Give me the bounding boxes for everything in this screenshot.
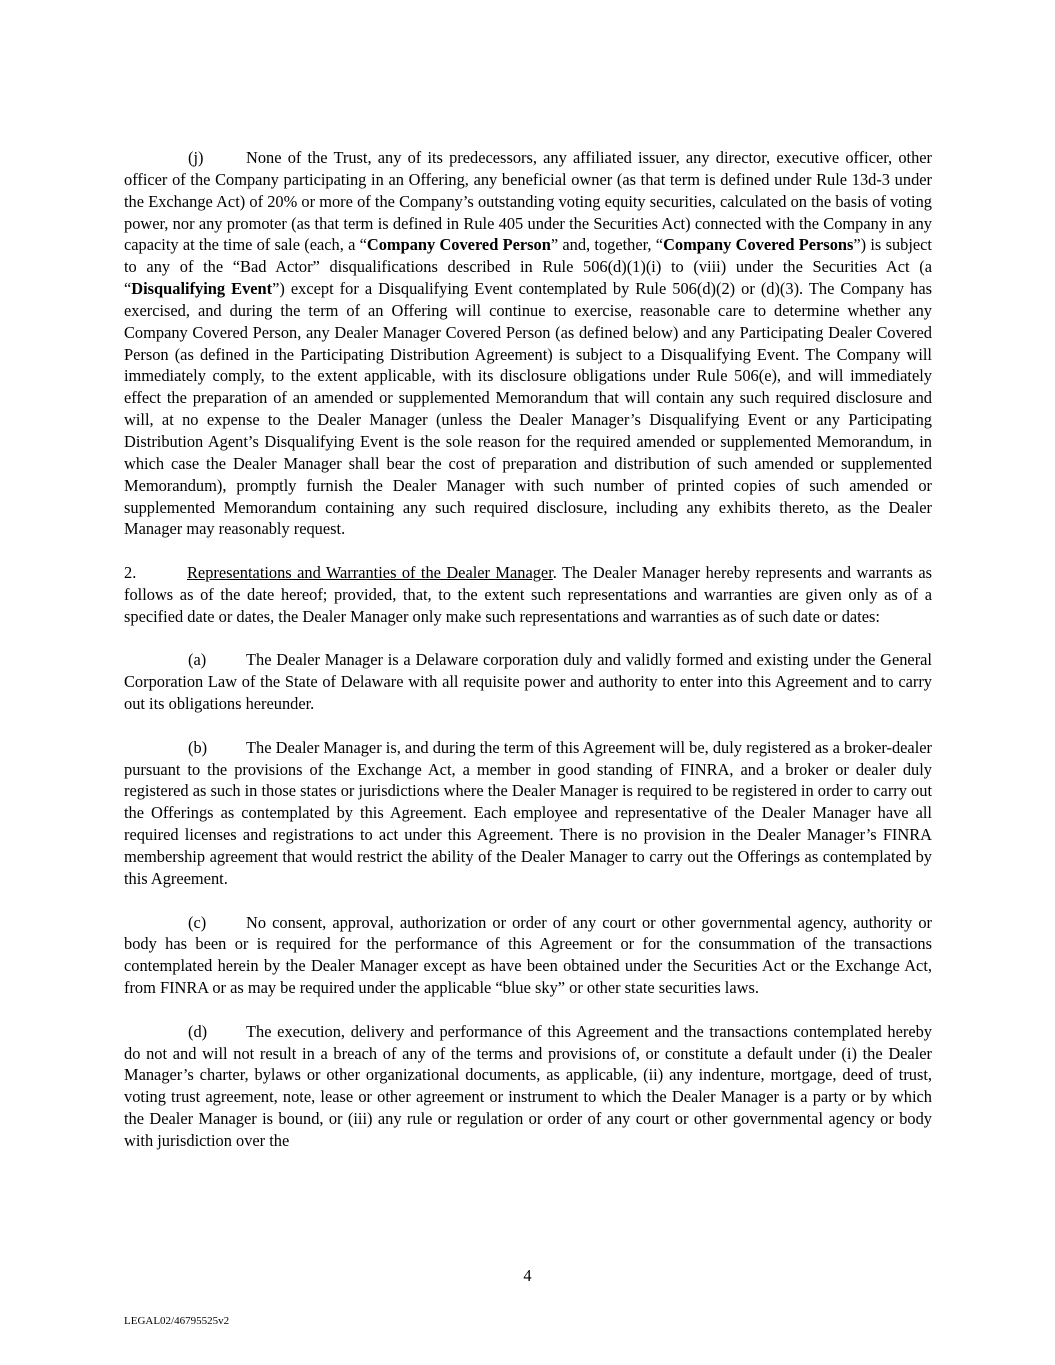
- document-body: [124, 147, 932, 1174]
- paragraph-number: (a): [188, 650, 207, 670]
- paragraph-c: [124, 912, 932, 999]
- paragraph-text: ”) except for a Disqualifying Event contemplated by Rule 506(d)(2) or (d)(3). The Company has exercised, and during the term of an Offering will continue to exercise, reasonable care to determine whether any Company Covered Person, any Dealer Manager Covered Person (as defined below) and any Participating Dealer Covered Person (as defined in the Participating Distribution Agreement) is subject to a Disqualifying Event. The Company will immediately comply, to the extent applicable, with its disclosure obligations under Rule 506(e), and will immediately effect the preparation of an amended or supplemented Memorandum that will contain any such required disclosure and will, at no expense to the Dealer Manager (unless the Dealer Manager’s Disqualifying Event or any Participating Distribution Agent’s Disqualifying Event is the sole reason for the required amended or supplemented Memorandum, in which case the Dealer Manager shall bear the cost of preparation and distribution of such amended or supplemented Memorandum), promptly furnish the Dealer Manager with such number of printed copies of such amended or supplemented Memorandum containing any such required disclosure, including any exhibits thereto, as the Dealer Manager may reasonably request.: [124, 279, 933, 539]
- paragraph-number: (b): [188, 737, 208, 757]
- section-heading: Representations and Warranties of the Dealer Manager: [187, 563, 553, 583]
- paragraph-j: [124, 147, 932, 540]
- paragraph-d: [124, 1021, 932, 1152]
- paragraph-text: . The Dealer Manager hereby represents and warrants as follows as of the date hereof; provided, that, to the extent such representations and warranties are given only as of a specified date or dates, the Dealer Manager only make such representations and warranties as of such date or dates:: [124, 563, 932, 626]
- paragraph-number: (d): [188, 1021, 208, 1041]
- section-2: [124, 562, 932, 628]
- paragraph-number: (c): [188, 912, 207, 932]
- paragraph-a: [124, 649, 932, 715]
- paragraph-number: (j): [188, 148, 204, 167]
- paragraph-text: ” and, together, “: [550, 235, 664, 255]
- paragraph-text: The Dealer Manager is a Delaware corporation duly and validly formed and existing under the General Corporation Law of the State of Delaware with all requisite power and authority to enter into this Agreement and to carry out its obligations hereunder.: [124, 650, 932, 714]
- paragraph-text: The execution, delivery and performance of this Agreement and the transactions contemplated hereby do not and will not result in a breach of any of the terms and provisions of, or constitute a default under (i) the Dealer Manager’s charter, bylaws or other organizational documents, as applicable, (ii) any indenture, mortgage, deed of trust, voting trust agreement, note, lease or other agreement or instrument to which the Dealer Manager is a party or by which the Dealer Manager is bound, or (iii) any rule or regulation or order of any court or other governmental agency or body with jurisdiction over the: [124, 1021, 932, 1150]
- paragraph-text: The Dealer Manager is, and during the term of this Agreement will be, duly registered as a broker-dealer pursuant to the provisions of the Exchange Act, a member in good standing of FINRA, and a broker or dealer duly registered as such in those states or jurisdictions where the Dealer Manager is required to be registered in order to carry out the Offerings as contemplated by this Agreement. Each employee and representative of the Dealer Manager have all required licenses and registrations to act under this Agreement. There is no provision in the Dealer Manager’s FINRA membership agreement that would restrict the ability of the Dealer Manager to carry out the Offerings as contemplated by this Agreement.: [124, 737, 932, 888]
- paragraph-text: ”) is subject to any of the “Bad Actor” disqualifications described in Rule 506(d)(1)(i) to (viii) under the Securities Act (a “: [124, 235, 932, 299]
- paragraph-text: None of the Trust, any of its predecessors, any affiliated issuer, any director, executive officer, other officer of the Company participating in an Offering, any beneficial owner (as that term is defined under Rule 13d-3 under the Exchange Act) of 20% or more of the Company’s outstanding voting equity securities, calculated on the basis of voting power, nor any promoter (as that term is defined in Rule 405 under the Securities Act) connected with the Company in any capacity at the time of sale (each, a “: [124, 148, 932, 255]
- defined-term: Disqualifying Event: [131, 279, 273, 299]
- defined-term: Company Covered Person: [366, 235, 551, 255]
- section-number: 2.: [124, 563, 137, 583]
- page-number: 4: [523, 1266, 532, 1285]
- paragraph-b: [124, 737, 932, 890]
- defined-term: Company Covered Persons: [663, 235, 854, 255]
- document-id: LEGAL02/46795525v2: [124, 1315, 230, 1327]
- paragraph-text: No consent, approval, authorization or order of any court or other governmental agency, authority or body has been or is required for the performance of this Agreement or for the consummation of the transactions contemplated herein by the Dealer Manager except as have been obtained under the Securities Act or the Exchange Act, from FINRA or as may be required under the applicable “blue sky” or other state securities laws.: [124, 912, 932, 998]
